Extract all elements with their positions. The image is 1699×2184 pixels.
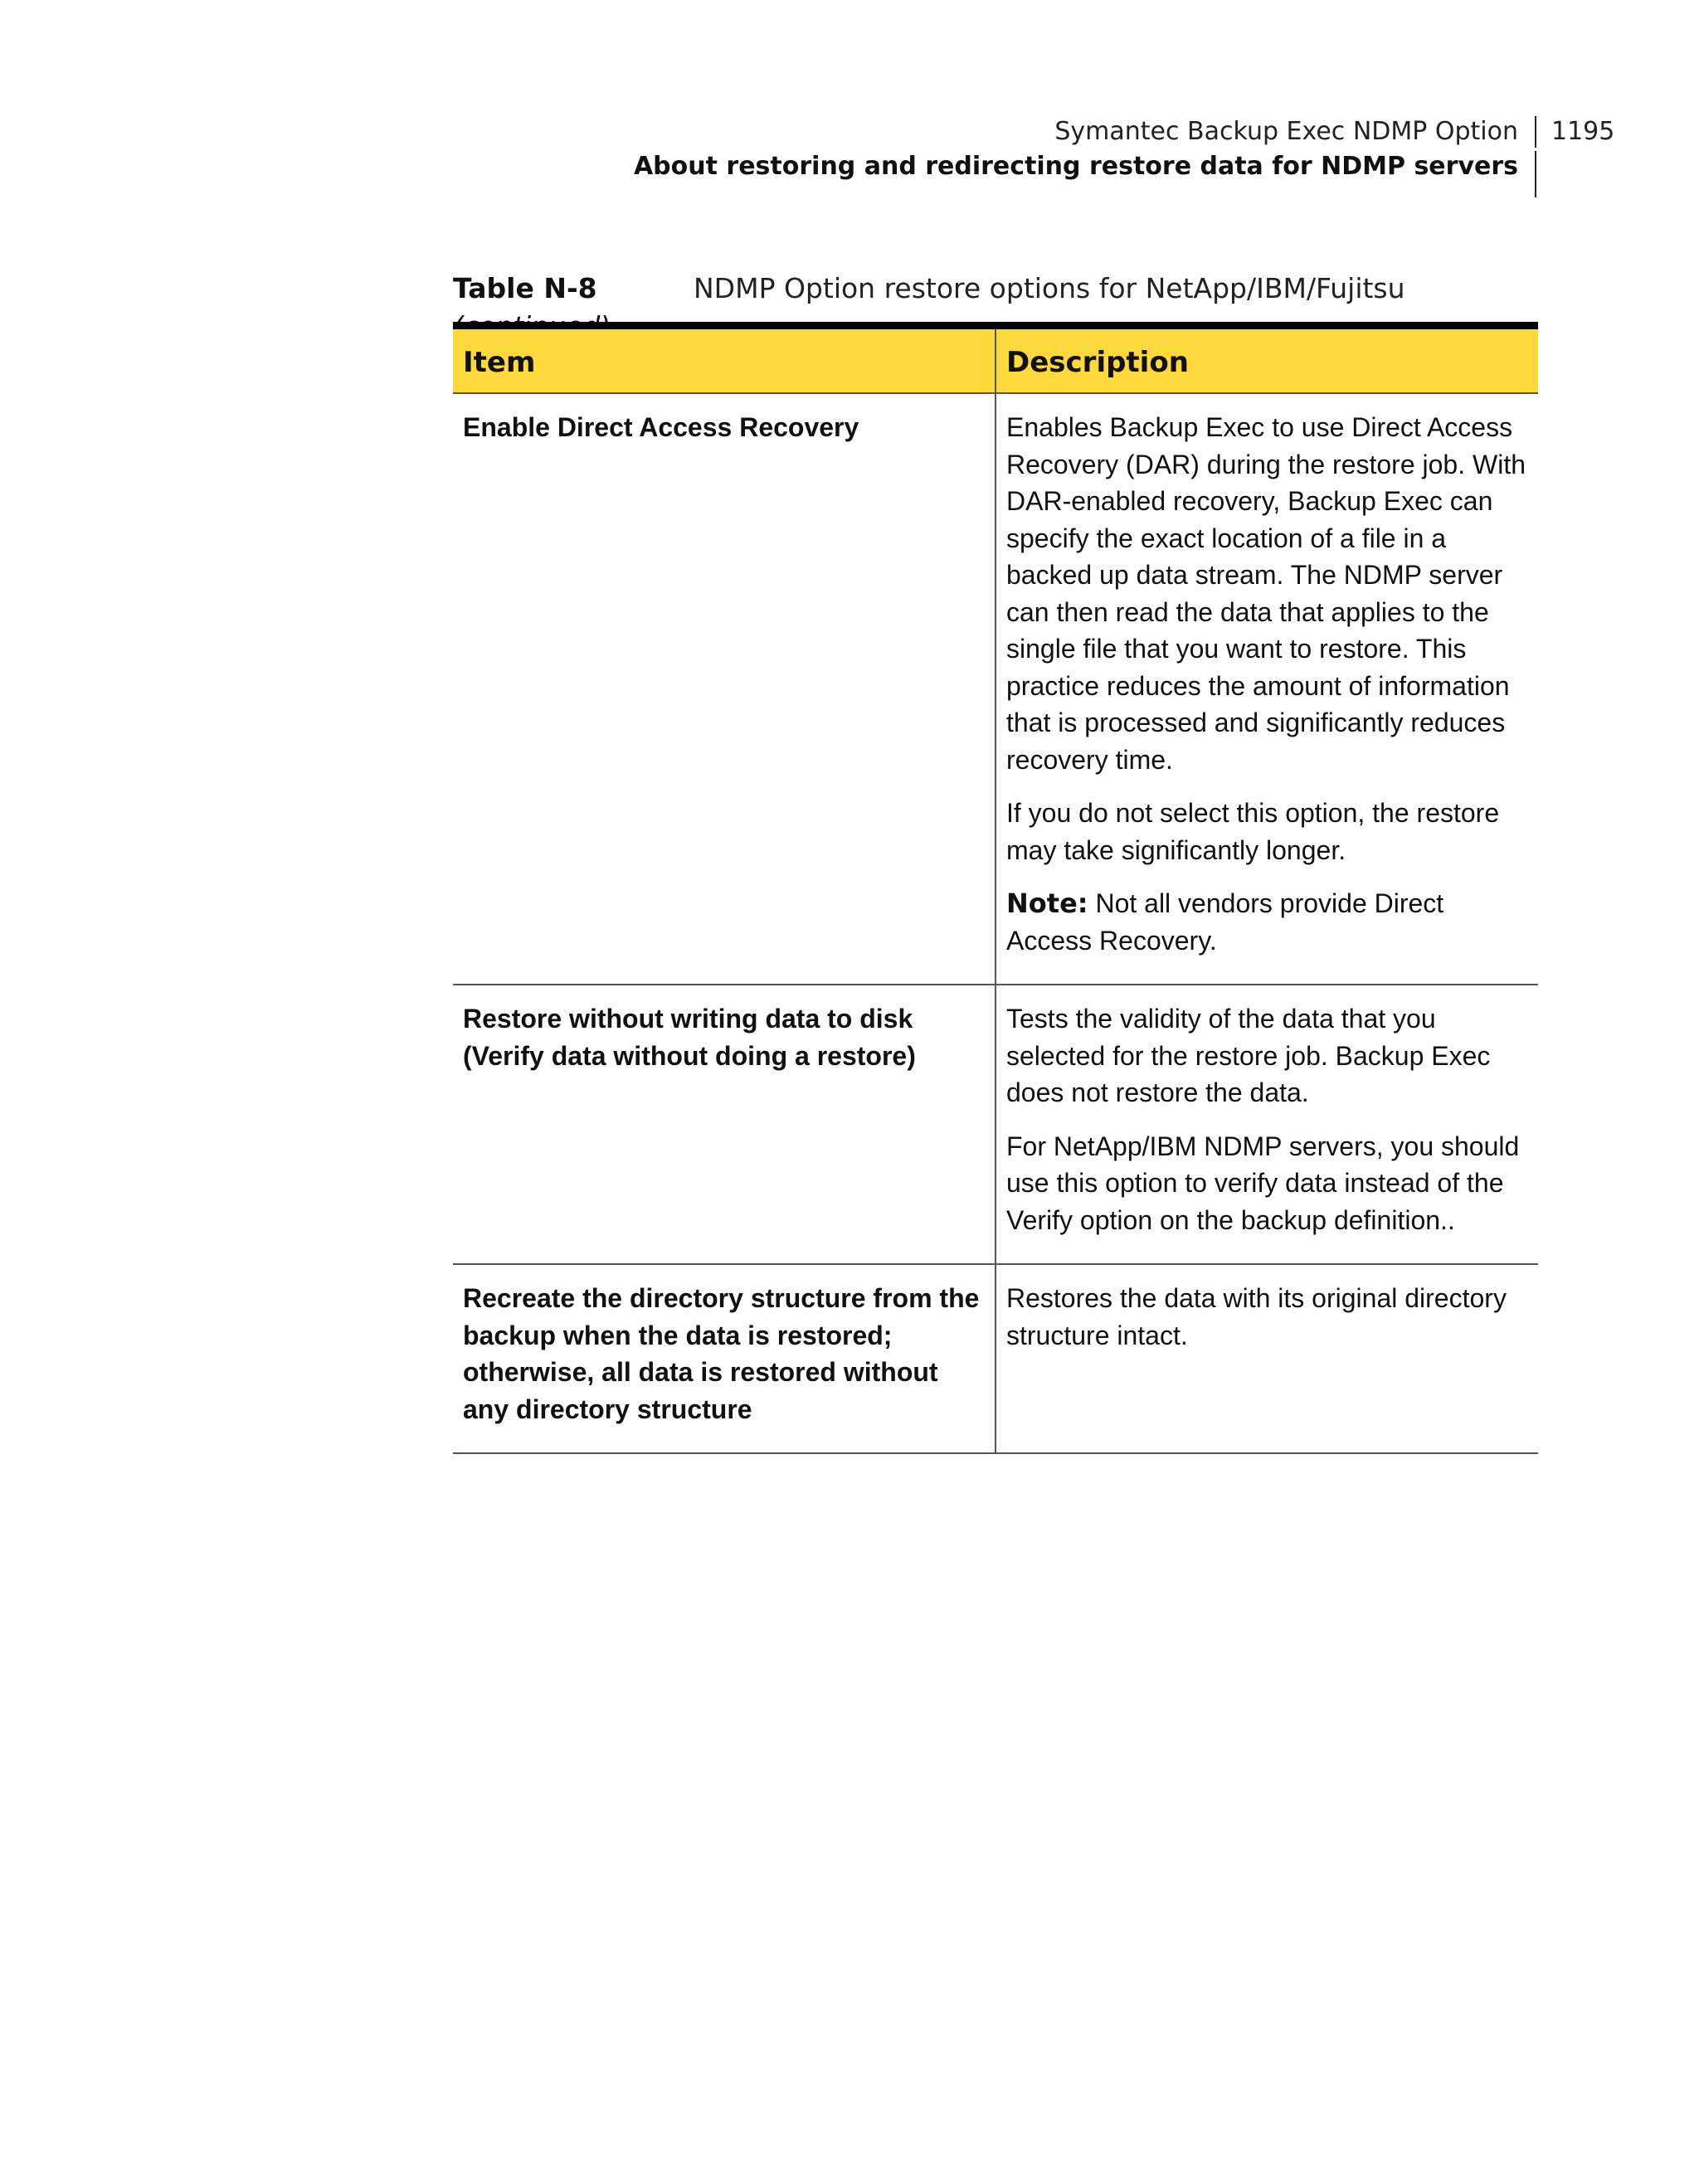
column-header-item: Item: [453, 326, 996, 394]
table-row: [453, 393, 1538, 985]
running-header: [634, 116, 1536, 197]
description-paragraph: Enables Backup Exec to use Direct Access Recovery (DAR) during the restore job. With DAR-enabled recovery, Backup Exec can specify the exact location of a file in a backed up data stream. The NDMP server can then read the data that applies to the single file that you want to restore. This practice reduces the amount of information that is processed and significantly reduces recovery time.: [1006, 412, 1526, 775]
table-header-row: [453, 326, 1538, 394]
column-header-description: Description: [996, 326, 1538, 394]
page-number: 1195: [1551, 117, 1615, 146]
chapter-title: Symantec Backup Exec NDMP Option: [1054, 116, 1536, 148]
table-label: Table N-8: [453, 272, 597, 304]
description-paragraph: For NetApp/IBM NDMP servers, you should use this option to verify data instead of the Verify option on the backup definition..: [1006, 1131, 1520, 1235]
description-paragraph: If you do not select this option, the restore may take significantly longer.: [1006, 798, 1500, 865]
row-item: Enable Direct Access Recovery: [453, 393, 996, 985]
table-row: [453, 985, 1538, 1264]
table-row: [453, 1264, 1538, 1453]
description-paragraph: Restores the data with its original directory structure intact.: [1006, 1283, 1507, 1350]
description-paragraph: Tests the validity of the data that you selected for the restore job. Backup Exec does not restore the data.: [1006, 1004, 1491, 1107]
row-description: [996, 985, 1538, 1264]
row-description: [996, 393, 1538, 985]
row-item: Restore without writing data to disk (Verify data without doing a restore): [453, 985, 996, 1264]
table-title: NDMP Option restore options for NetApp/IBM/Fujitsu: [694, 272, 1405, 304]
row-description: [996, 1264, 1538, 1453]
options-table: [453, 322, 1538, 1454]
row-item: Recreate the directory structure from the backup when the data is restored; otherwise, all data is restored without any directory structure: [453, 1264, 996, 1453]
note-label: Note:: [1006, 888, 1088, 919]
note-text: Not all vendors provide Direct Access Recovery.: [1006, 888, 1444, 956]
note-paragraph: [1006, 885, 1528, 959]
section-title: About restoring and redirecting restore data for NDMP servers: [634, 151, 1536, 197]
